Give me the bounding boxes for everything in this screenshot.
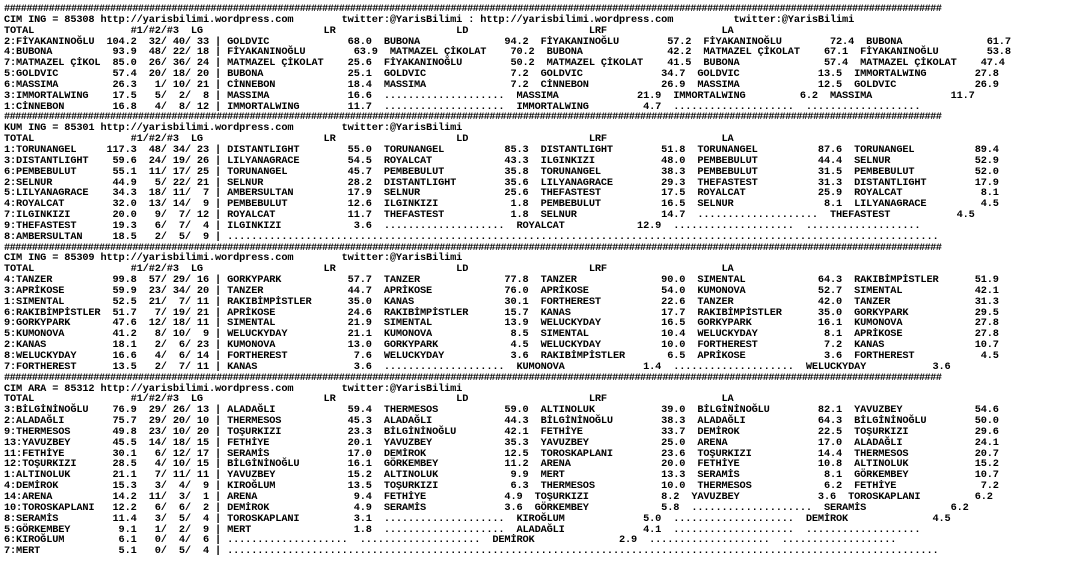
table-row: 10:TOROSKAPLANI 12.2 6/ 6/ 2 | DEMİROK 4.9 SERAMİS 3.6 GÖRKEMBEY 5.8 .................... SERAMİS 6.2 <box>4 501 969 514</box>
table-row: 9:THEFASTEST 19.3 6/ 7/ 4 | ILGINKIZI 3.6 .................... ROYALCAT 12.9 .................... ................... <box>4 219 921 232</box>
table-row: 1:TORUNANGEL 117.3 48/ 34/ 23 | DISTANTLIGHT 55.0 TORUNANGEL 85.3 DISTANTLIGHT 51.8 TORUNANGEL 87.6 TORUNANGEL 89.4 <box>4 143 999 156</box>
table-row: 3:DISTANTLIGHT 59.6 24/ 19/ 26 | LILYANAGRACE 54.5 ROYALCAT 43.3 ILGINKIZI 48.0 PEMBEBULUT 44.4 SELNUR 52.9 <box>4 154 999 167</box>
table-row: 12:TOŞURKIZI 28.5 4/ 10/ 15 | BİLGİNİNOĞLU 16.1 GÖRKEMBEY 11.2 ARENA 20.0 FETHİYE 10.8 ALTINOLUK 15.2 <box>4 458 999 471</box>
table-row: 3:APRİKOSE 59.9 23/ 34/ 20 | TANZER 44.7 APRİKOSE 76.0 APRİKOSE 54.0 KUMONOVA 52.7 SIMENTAL 42.1 <box>4 284 999 297</box>
table-row: 4:DEMİROK 15.3 3/ 4/ 9 | KIROĞLUM 13.5 TOŞURKIZI 6.3 THERMESOS 10.0 THERMESOS 6.2 FETHİYE 7.2 <box>4 480 999 493</box>
table-row: 7:FORTHEREST 13.5 2/ 7/ 11 | KANAS 3.6 .................... KUMONOVA 1.4 .................... WELUCKYDAY 3.6 <box>4 360 951 373</box>
table-row: 7:ILGINKIZI 20.0 9/ 7/ 12 | ROYALCAT 11.7 THEFASTEST 1.8 SELNUR 14.7 .................... THEFASTEST 4.5 <box>4 209 975 222</box>
table-row: 6:PEMBEBULUT 55.1 11/ 17/ 25 | TORUNANGEL 45.7 PEMBEBULUT 35.8 TORUNANGEL 38.3 PEMBEBULUT 31.5 PEMBEBULUT 52.0 <box>4 165 999 178</box>
column-header: TOTAL #1/#2/#3 LG LR LD LRF LA <box>4 133 734 146</box>
table-row: 3:IMMORTALWING 17.5 5/ 2/ 8 | MASSIMA 16.6 .................... MASSIMA 21.9 IMMORTALWING 6.2 MASSIMA 11.7 <box>4 89 975 102</box>
table-row: 2:FİYAKANINOĞLU 104.2 32/ 40/ 33 | GOLDVIC 68.0 BUBONA 94.2 FİYAKANINOĞLU 57.2 FİYAKANINOĞLU 72.4 BUBONA 61.7 <box>4 35 1011 48</box>
table-row: 4:BUBONA 93.9 48/ 22/ 18 | FİYAKANINOĞLU 63.9 MATMAZEL ÇİKOLAT 70.2 BUBONA 42.2 MATMAZEL ÇİKOLAT 67.1 FİYAKANINOĞLU 53.8 <box>4 46 1011 59</box>
table-row: 4:TANZER 99.8 57/ 29/ 16 | GORKYPARK 57.7 TANZER 77.8 TANZER 90.0 SIMENTAL 64.3 RAKIBİMPİSTLER 51.9 <box>4 274 999 287</box>
table-row: 2:KANAS 18.1 2/ 6/ 23 | KUMONOVA 13.0 GORKYPARK 4.5 WELUCKYDAY 10.0 FORTHEREST 7.2 KANAS 10.7 <box>4 339 999 352</box>
table-row: 7:MERT 5.1 0/ 5/ 4 | ...................................................................................................................... <box>4 545 939 558</box>
section-title: CIM ARA = 85312 http://yarisbilimi.wordpress.com twitter:@YarisBilimi <box>4 382 463 395</box>
section-title: CIM ING = 85308 http://yarisbilimi.wordpress.com twitter:@YarisBilimi : http://yarisbilimi.wordpress.com twitter:@YarisBilimi <box>4 13 855 26</box>
separator-line: ######################################################################################################################################################################## <box>4 111 942 124</box>
table-row: 2:SELNUR 44.9 5/ 22/ 21 | SELNUR 28.2 DISTANTLIGHT 35.6 LILYANAGRACE 29.3 THEFASTEST 31.3 DISTANTLIGHT 17.9 <box>4 176 999 189</box>
table-row: 8:WELUCKYDAY 16.6 4/ 6/ 14 | FORTHEREST 7.6 WELUCKYDAY 3.6 RAKIBİMPİSTLER 6.5 APRİKOSE 3.6 FORTHEREST 4.5 <box>4 350 999 362</box>
column-header: TOTAL #1/#2/#3 LG LR LD LRF LA <box>4 393 734 406</box>
column-header: TOTAL #1/#2/#3 LG LR LD LRF LA <box>4 263 734 276</box>
table-row: 3:BİLGİNİNOĞLU 76.9 29/ 26/ 13 | ALADAĞLI 59.4 THERMESOS 59.0 ALTINOLUK 39.0 BİLGİNİNOĞLU 82.1 YAVUZBEY 54.6 <box>4 404 999 417</box>
report <box>4 4 1011 557</box>
table-row: 8:AMBERSULTAN 18.5 2/ 5/ 9 | ...................................................................................................................... <box>4 230 939 243</box>
table-row: 14:ARENA 14.2 11/ 3/ 1 | ARENA 9.4 FETHİYE 4.9 TOŞURKIZI 8.2 YAVUZBEY 3.6 TOROSKAPLANI 6.2 <box>4 490 993 503</box>
table-row: 5:LILYANAGRACE 34.3 18/ 11/ 7 | AMBERSULTAN 17.9 SELNUR 25.6 THEFASTEST 17.5 ROYALCAT 25.9 ROYALCAT 8.1 <box>4 187 999 200</box>
table-row: 5:GOLDVIC 57.4 20/ 18/ 20 | BUBONA 25.1 GOLDVIC 7.2 GOLDVIC 34.7 GOLDVIC 13.5 IMMORTALWING 27.8 <box>4 68 999 81</box>
table-row: 1:CİNNEBON 16.8 4/ 8/ 12 | IMMORTALWING 11.7 .................... IMMORTALWING 4.7 .................... ................... <box>4 100 921 113</box>
separator-line: ######################################################################################################################################################################## <box>4 3 942 15</box>
separator-line: ######################################################################################################################################################################## <box>4 371 942 384</box>
table-row: 2:ALADAĞLI 75.7 29/ 20/ 10 | THERMESOS 45.3 ALADAĞLI 44.3 BİLGİNİNOĞLU 38.3 ALADAĞLI 64.3 BİLGİNİNOĞLU 50.0 <box>4 415 999 428</box>
table-row: 6:MASSIMA 26.3 1/ 10/ 21 | CİNNEBON 18.4 MASSIMA 7.2 CİNNEBON 26.9 MASSIMA 12.5 GOLDVIC 26.9 <box>4 78 999 91</box>
table-row: 1:ALTINOLUK 21.1 7/ 11/ 11 | YAVUZBEY 15.2 ALTINOLUK 9.9 MERT 13.3 SERAMİS 8.1 GÖRKEMBEY 10.7 <box>4 469 999 482</box>
table-row: 9:GORKYPARK 47.6 12/ 18/ 11 | SIMENTAL 21.9 SIMENTAL 13.9 WELUCKYDAY 16.5 GORKYPARK 16.1 KUMONOVA 27.8 <box>4 317 999 330</box>
table-row: 6:RAKIBİMPİSTLER 51.7 7/ 19/ 21 | APRİKOSE 24.6 RAKIBİMPİSTLER 15.7 KANAS 17.7 RAKIBİMPİSTLER 35.0 GORKYPARK 29.5 <box>4 306 999 319</box>
column-header: TOTAL #1/#2/#3 LG LR LD LRF LA <box>4 24 734 37</box>
table-row: 9:THERMESOS 49.8 23/ 10/ 20 | TOŞURKIZI 23.3 BİLGİNİNOĞLU 42.1 FETHİYE 33.7 DEMİROK 22.5 TOŞURKIZI 29.6 <box>4 425 999 438</box>
table-row: 11:FETHİYE 30.1 6/ 12/ 17 | SERAMİS 17.0 DEMİROK 12.5 TOROSKAPLANI 23.6 TOŞURKIZI 14.4 THERMESOS 20.7 <box>4 447 999 460</box>
table-row: 4:ROYALCAT 32.0 13/ 14/ 9 | PEMBEBULUT 12.6 ILGINKIZI 1.8 PEMBEBULUT 16.5 SELNUR 8.1 LILYANAGRACE 4.5 <box>4 198 999 211</box>
table-row: 13:YAVUZBEY 45.5 14/ 18/ 15 | FETHİYE 20.1 YAVUZBEY 35.3 YAVUZBEY 25.0 ARENA 17.0 ALADAĞLI 24.1 <box>4 436 999 449</box>
table-row: 5:KUMONOVA 41.2 8/ 10/ 9 | WELUCKYDAY 21.1 KUMONOVA 8.5 SIMENTAL 10.4 WELUCKYDAY 8.1 APRİKOSE 27.8 <box>4 328 999 341</box>
table-row: 6:KIROĞLUM 6.1 0/ 4/ 6 | .................... .................... DEMİROK 2.9 .................... ................... <box>4 534 897 547</box>
table-row: 7:MATMAZEL ÇİKOL 85.0 26/ 36/ 24 | MATMAZEL ÇİKOLAT 25.6 FİYAKANINOĞLU 50.2 MATMAZEL ÇİKOLAT 41.5 BUBONA 57.4 MATMAZEL ÇİKOLAT 47.4 <box>4 57 1005 70</box>
table-row: 5:GÖRKEMBEY 9.1 1/ 2/ 9 | MERT 1.8 .................... ALADAĞLI 4.1 .................... ................... <box>4 523 921 536</box>
table-row: 8:SERAMİS 11.4 3/ 5/ 4 | TOROSKAPLANI 3.1 .................... KIROĞLUM 5.0 .................... DEMİROK 4.5 <box>4 512 951 525</box>
table-row: 1:SIMENTAL 52.5 21/ 7/ 11 | RAKIBİMPİSTLER 35.0 KANAS 30.1 FORTHEREST 22.6 TANZER 42.0 TANZER 31.3 <box>4 295 999 308</box>
separator-line: ######################################################################################################################################################################## <box>4 241 942 254</box>
section-title: CIM ING = 85309 http://yarisbilimi.wordpress.com twitter:@YarisBilimi <box>4 252 463 265</box>
section-title: KUM ING = 85301 http://yarisbilimi.wordpress.com twitter:@YarisBilimi <box>4 122 463 135</box>
